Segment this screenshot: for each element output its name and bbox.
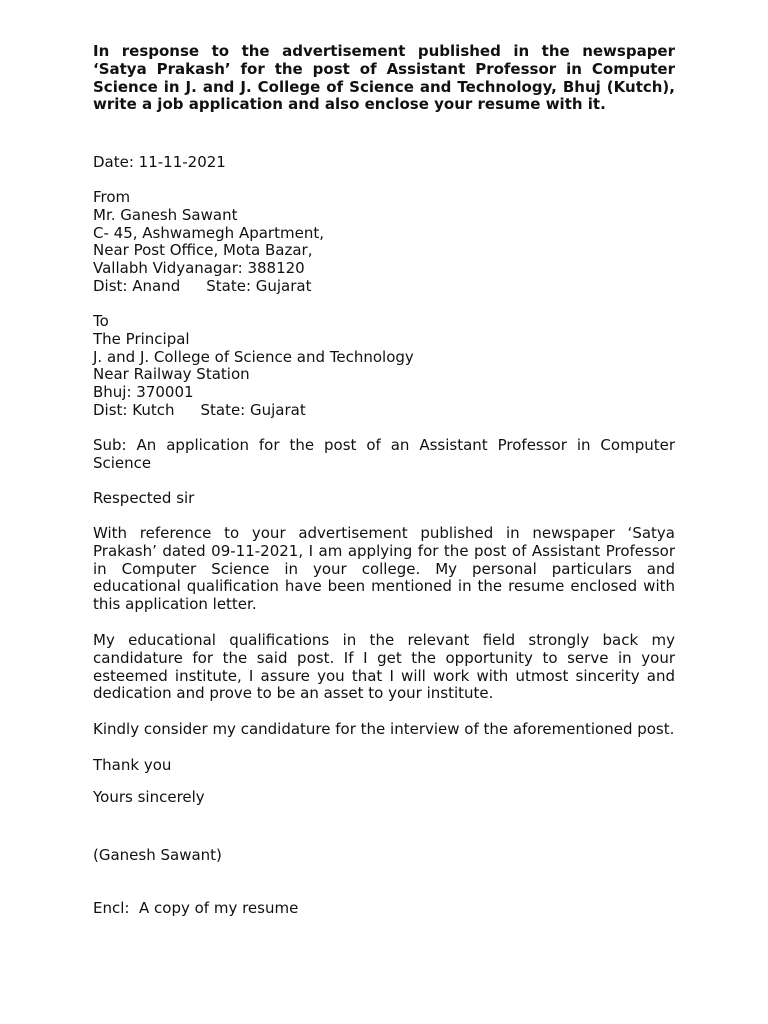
body-paragraph-2: My educational qualifications in the relevant field strongly back my candidature for the said post. If I get the opportunity to serve in your esteemed institute, I assure you that I will work with utmost sincerity and dedication and prove to be an asset to your institute. xyxy=(93,631,675,703)
recipient-address-line-2: Near Railway Station xyxy=(93,365,250,384)
enclosure-text: Encl: A copy of my resume xyxy=(93,899,299,917)
body-paragraph-3 xyxy=(93,721,675,739)
closing-line xyxy=(93,789,675,807)
sender-address-line-1: C- 45, Ashwamegh Apartment, xyxy=(93,223,324,242)
recipient-name: The Principal xyxy=(93,329,190,348)
subject-line: Sub: An application for the post of an Assistant Professor in Computer Science xyxy=(93,436,675,472)
salutation xyxy=(93,490,675,508)
to-heading: To xyxy=(93,312,109,330)
recipient-dist: Dist: Kutch xyxy=(93,400,175,419)
sender-state: State: Gujarat xyxy=(206,276,312,295)
sender-address xyxy=(93,189,675,296)
signature-line xyxy=(93,847,675,865)
sender-dist: Dist: Anand xyxy=(93,276,181,295)
letter-date xyxy=(93,154,675,172)
sender-address-line-2: Near Post Office, Mota Bazar, xyxy=(93,241,313,260)
signature-text: (Ganesh Sawant) xyxy=(93,846,222,864)
body-paragraph-1: With reference to your advertisement published in newspaper ‘Satya Prakash’ dated 09-11-2021, I am applying for the post of Assistant Professor in Computer Science in your college. My personal particulars and educational qualification have been mentioned in the resume enclosed with this application letter. xyxy=(93,524,675,614)
sender-dist-state xyxy=(93,278,675,296)
question-heading: In response to the advertisement published in the newspaper ‘Satya Prakash’ for the post of Assistant Professor in Computer Science in J. and J. College of Science and Technology, Bhuj (Kutch), write a job application and also enclose your resume with it. xyxy=(93,42,675,114)
thanks-line xyxy=(93,757,675,775)
closing-text: Yours sincerely xyxy=(93,788,205,806)
recipient-address-line-3: Bhuj: 370001 xyxy=(93,383,194,402)
salutation-text: Respected sir xyxy=(93,489,195,507)
from-heading: From xyxy=(93,188,131,206)
body-paragraph-3-text: Kindly consider my candidature for the interview of the aforementioned post. xyxy=(93,720,675,738)
enclosure-line xyxy=(93,900,675,918)
recipient-address-line-1: J. and J. College of Science and Technology xyxy=(93,347,414,366)
recipient-dist-state xyxy=(93,402,675,420)
recipient-state: State: Gujarat xyxy=(200,400,306,419)
sender-address-line-3: Vallabh Vidyanagar: 388120 xyxy=(93,259,305,278)
recipient-address xyxy=(93,313,675,420)
thanks-text: Thank you xyxy=(93,756,172,774)
date-text: Date: 11-11-2021 xyxy=(93,153,226,171)
sender-name: Mr. Ganesh Sawant xyxy=(93,205,238,224)
